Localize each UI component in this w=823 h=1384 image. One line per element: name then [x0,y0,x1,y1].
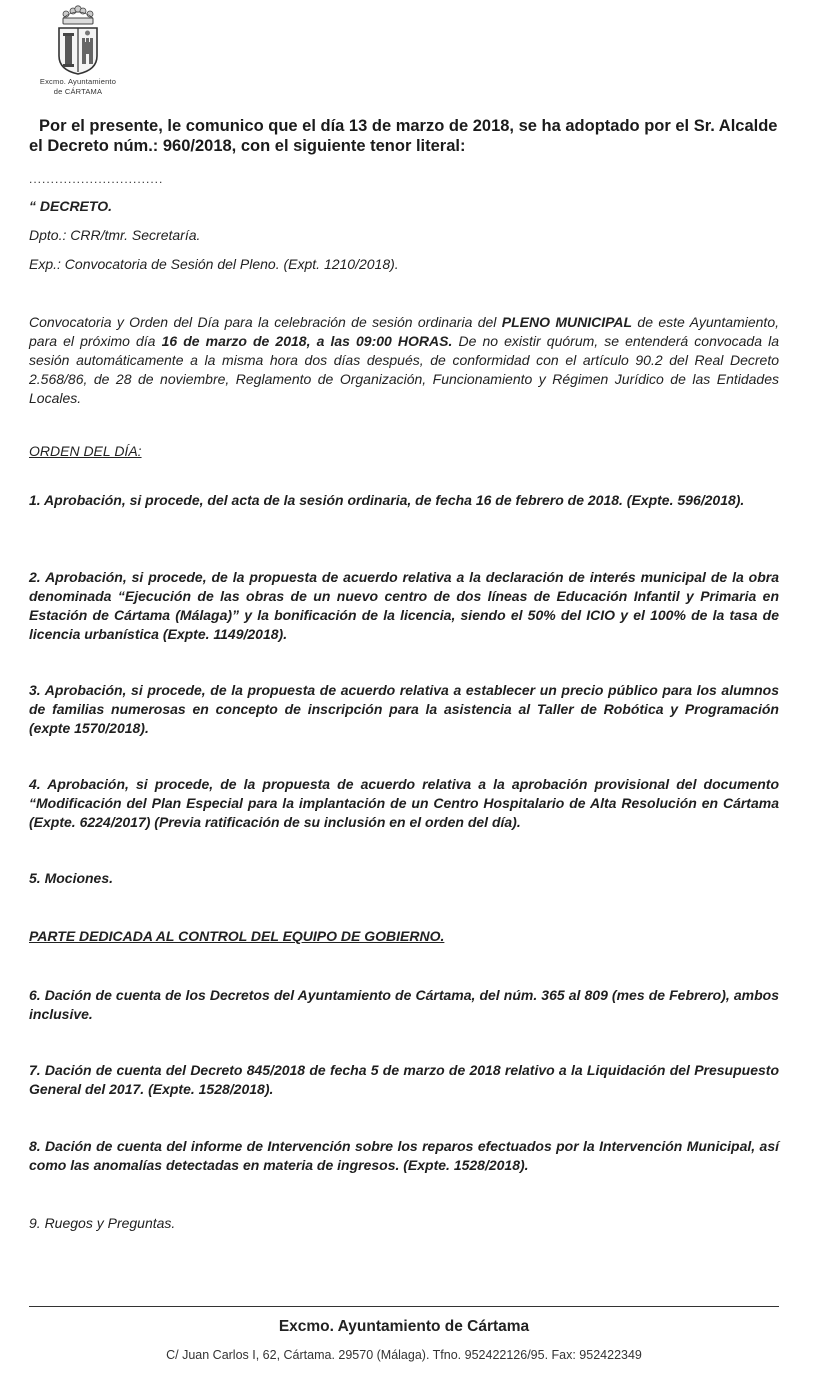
coat-of-arms-icon [49,4,107,76]
agenda-item-5: 5. Mociones. [29,870,114,886]
agenda-item-3: 3. Aprobación, si procede, de la propuesta de acuerdo relativa a establecer un precio público para los alumnos de familias numerosas en concepto de inscripción para la asistencia al Taller de Robótica y Programación (expte 1570/2018). [29,682,779,736]
footer-organization-name: Excmo. Ayuntamiento de Cártama [278,1318,530,1335]
convocatoria-paragraph [29,313,779,408]
footer-address: C/ Juan Carlos I, 62, Cártama. 29570 (Málaga). Tfno. 952422126/95. Fax: 952422349 [166,1348,642,1362]
agenda-item-4: 4. Aprobación, si procede, de la propuesta de acuerdo relativa a la aprobación provisional del documento “Modificación del Plan Especial para la implantación de un Centro Hospitalario de Alta Resolución en Cártama (Expte. 6224/2017) (Previa ratificación de su inclusión en el orden del día). [29,776,779,830]
convocatoria-date: 16 de marzo de 2018, a las 09:00 HORAS. [161,333,453,349]
convocatoria-text-3: De no existir quórum, se entenderá convocada la sesión automáticamente a la misma hora dos días después, de conformidad con el artículo 90.2 del Real Decreto 2.568/86, de 28 de noviembre, Reglamento de Organización, Funcionamiento y Régimen Jurídico de las Entidades Locales. [29,333,779,406]
agenda-item-1: 1. Aprobación, si procede, del acta de la sesión ordinaria, de fecha 16 de febrero de 2018. (Expte. 596/2018). [29,492,745,508]
convocatoria-text-1: Convocatoria y Orden del Día para la celebración de sesión ordinaria del [29,314,502,330]
separator-dots: ............................... [29,172,164,186]
municipal-logo [30,4,126,96]
parte-control-heading: PARTE DEDICADA AL CONTROL DEL EQUIPO DE GOBIERNO. [29,928,445,944]
agenda-item-6: 6. Dación de cuenta de los Decretos del Ayuntamiento de Cártama, del núm. 365 al 809 (mes de Febrero), ambos inclusive. [29,987,779,1022]
agenda-item-7: 7. Dación de cuenta del Decreto 845/2018 de fecha 5 de marzo de 2018 relativo a la Liquidación del Presupuesto General del 2017. (Expte. 1528/2018). [29,1062,779,1097]
logo-caption-line1: Excmo. Ayuntamiento [39,77,117,86]
convocatoria-text-2: de este Ayuntamiento, para el próximo día [29,314,779,349]
orden-del-dia-heading: ORDEN DEL DÍA: [29,443,142,459]
decreto-department: Dpto.: CRR/tmr. Secretaría. [29,227,201,243]
footer-divider [29,1306,779,1307]
agenda-item-8: 8. Dación de cuenta del informe de Intervención sobre los reparos efectuados por la Intervención Municipal, así como las anomalías detectadas en materia de ingresos. (Expte. 1528/2018). [29,1138,779,1173]
decreto-title: “ DECRETO. [29,198,112,214]
intro-paragraph: Por el presente, le comunico que el día 13 de marzo de 2018, se ha adoptado por el Sr. Alcalde el Decreto núm.: 960/2018, con el siguiente tenor literal: [29,117,778,155]
convocatoria-pleno: PLENO MUNICIPAL [501,314,633,330]
logo-caption-line2: de CÁRTAMA [53,87,103,96]
agenda-item-2: 2. Aprobación, si procede, de la propuesta de acuerdo relativa a la declaración de interés municipal de la obra denominada “Ejecución de las obras de un nuevo centro de dos líneas de Educación Infantil y Primaria en Estación de Cártama (Málaga)” y la bonificación de la licencia, siendo el 50% del ICIO y el 100% de la tasa de licencia urbanística (Expte. 1149/2018). [29,569,779,642]
agenda-item-9: 9. Ruegos y Preguntas. [29,1215,176,1231]
decreto-expediente: Exp.: Convocatoria de Sesión del Pleno. (Expt. 1210/2018). [29,256,399,272]
